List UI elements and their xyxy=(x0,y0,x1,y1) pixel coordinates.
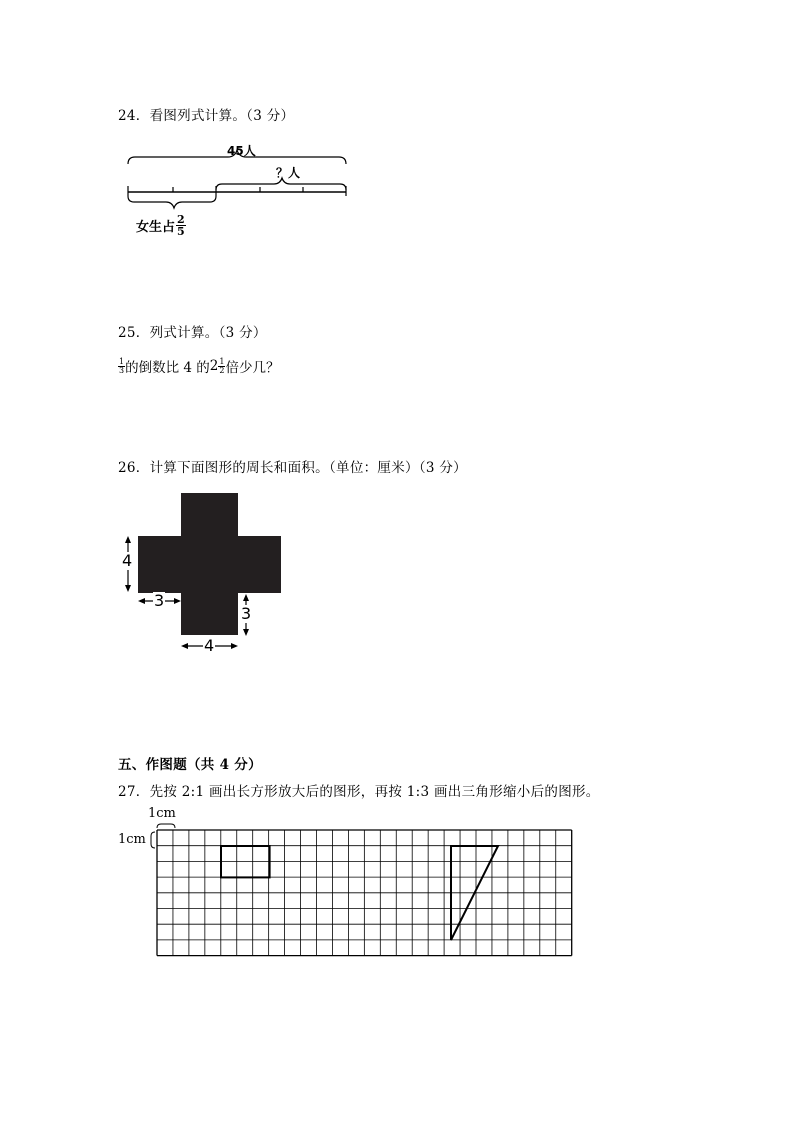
q24-diagram xyxy=(124,140,354,240)
q25-mixed-num: 1 xyxy=(219,356,225,366)
girls-text: 女生占 xyxy=(136,220,176,235)
q27-title: 27．先按 2:1 画出长方形放大后的图形，再按 1:3 画出三角形缩小后的图形。 xyxy=(118,784,600,800)
q25-text2: 倍少几？ xyxy=(225,360,280,376)
q25-title: 25．列式计算。（3 分） xyxy=(118,325,267,341)
q25-mixed-frac xyxy=(218,358,225,375)
girls-frac-den: 5 xyxy=(177,225,185,238)
dim-right-label: 3 xyxy=(241,604,252,623)
grid-lines xyxy=(157,830,572,956)
q25-mixed-int: 2 xyxy=(209,358,219,374)
dim-bottom-left-label: 3 xyxy=(154,591,165,610)
q25-body xyxy=(118,356,279,376)
grid-paper xyxy=(145,818,575,964)
cross-shape-svg xyxy=(115,488,295,658)
girls-brace xyxy=(128,196,216,208)
unit-left-label: 1cm xyxy=(118,832,146,847)
unit-left-bracket xyxy=(151,832,155,848)
q25-text1: 的倒数比 4 的 xyxy=(125,360,210,376)
unit-top-bracket xyxy=(157,824,175,828)
q26-title: 26．计算下面图形的周长和面积。（单位：厘米）（3 分） xyxy=(118,460,467,476)
q26-figure xyxy=(115,488,295,658)
dim-left-label: 4 xyxy=(122,551,133,570)
section5-title: 五、作图题（共 4 分） xyxy=(118,757,262,773)
girls-fraction xyxy=(176,214,186,237)
q25-frac1 xyxy=(118,358,125,375)
q27-grid-area xyxy=(145,818,575,964)
unknown-label: ？人 xyxy=(276,166,301,180)
total-label: 45人 xyxy=(227,144,256,158)
unit-top-label: 1cm xyxy=(148,806,176,821)
q25-frac1-num: 1 xyxy=(119,356,125,366)
cross-shape xyxy=(138,493,281,635)
q24-title: 24．看图列式计算。（3 分） xyxy=(118,108,295,124)
girls-label xyxy=(136,214,186,237)
dim-bottom-label: 4 xyxy=(204,636,215,655)
q25-frac1-den: 3 xyxy=(119,365,125,375)
girls-frac-num: 2 xyxy=(177,213,185,226)
q25-mixed-den: 2 xyxy=(219,365,225,375)
